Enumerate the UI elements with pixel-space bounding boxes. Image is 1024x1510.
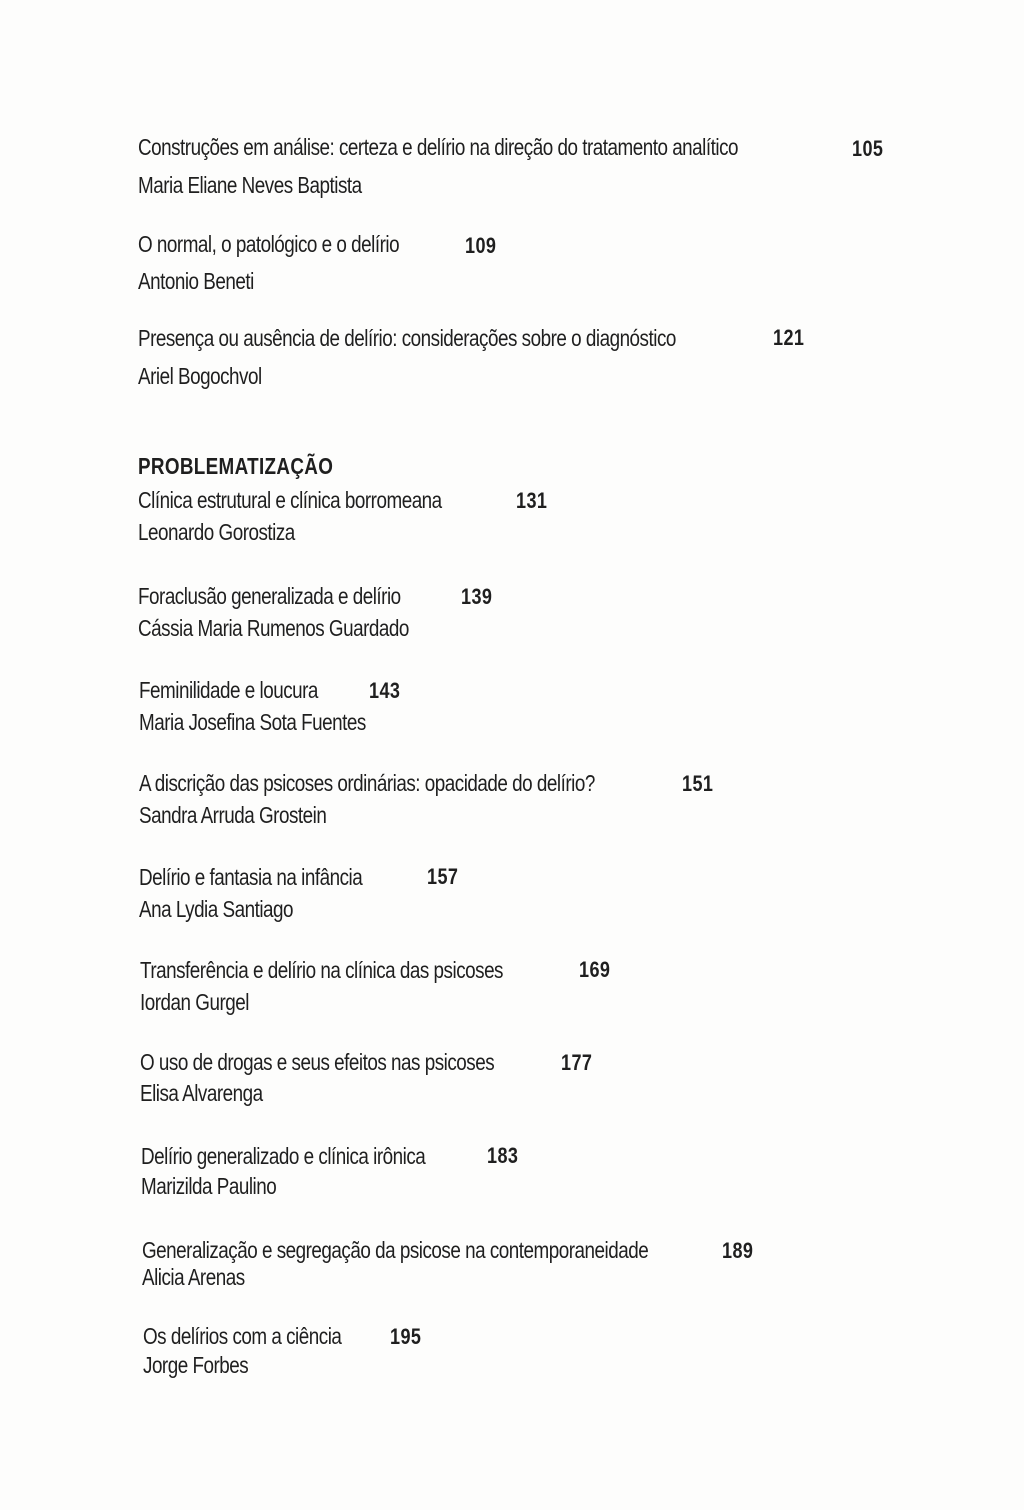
entry-author: Cássia Maria Rumenos Guardado [138,615,409,641]
entry-author: Antonio Beneti [138,268,254,294]
entry-author: Iordan Gurgel [140,989,249,1015]
entry-title: Construções em análise: certeza e delírio na direção do tratamento analítico [138,134,739,160]
entry-page-number: 183 [487,1143,519,1168]
entry-author: Ana Lydia Santiago [139,896,294,922]
entry-page-number: 109 [465,233,497,258]
entry-page-number: 151 [682,771,714,796]
entry-page-number: 157 [427,864,459,889]
entry-author: Maria Eliane Neves Baptista [138,172,362,198]
entry-title: Presença ou ausência de delírio: considerações sobre o diagnóstico [138,325,676,351]
entry-page-number: 143 [369,678,401,703]
entry-page-number: 195 [390,1324,422,1349]
entry-title: Foraclusão generalizada e delírio [138,583,401,609]
entry-page-number: 139 [461,584,493,609]
entry-page-number: 131 [516,488,548,513]
entry-author: Jorge Forbes [143,1352,249,1378]
entry-page-number: 169 [579,957,611,982]
entry-author: Alicia Arenas [142,1264,245,1290]
entry-author: Ariel Bogochvol [138,363,262,389]
entry-page-number: 189 [722,1238,754,1263]
entry-title: O normal, o patológico e o delírio [138,231,400,257]
entry-title: Delírio generalizado e clínica irônica [141,1143,426,1169]
entry-title: Delírio e fantasia na infância [139,864,363,890]
entry-title: Generalização e segregação da psicose na contemporaneidade [142,1237,649,1263]
entry-title: Feminilidade e loucura [139,677,318,703]
entry-title: Transferência e delírio na clínica das psicoses [140,957,504,983]
section-heading: PROBLEMATIZAÇÃO [138,453,334,479]
entry-author: Leonardo Gorostiza [138,519,295,545]
entry-author: Elisa Alvarenga [140,1080,263,1106]
entry-author: Maria Josefina Sota Fuentes [139,709,366,735]
entry-page-number: 121 [773,325,805,350]
entry-title: O uso de drogas e seus efeitos nas psicoses [140,1049,495,1075]
entry-author: Marizilda Paulino [141,1173,277,1199]
entry-title: Clínica estrutural e clínica borromeana [138,487,442,513]
entry-title: Os delírios com a ciência [143,1323,342,1349]
entry-page-number: 177 [561,1050,593,1075]
entry-title: A discrição das psicoses ordinárias: opacidade do delírio? [139,770,595,796]
entry-page-number: 105 [852,136,884,161]
entry-author: Sandra Arruda Grostein [139,802,327,828]
